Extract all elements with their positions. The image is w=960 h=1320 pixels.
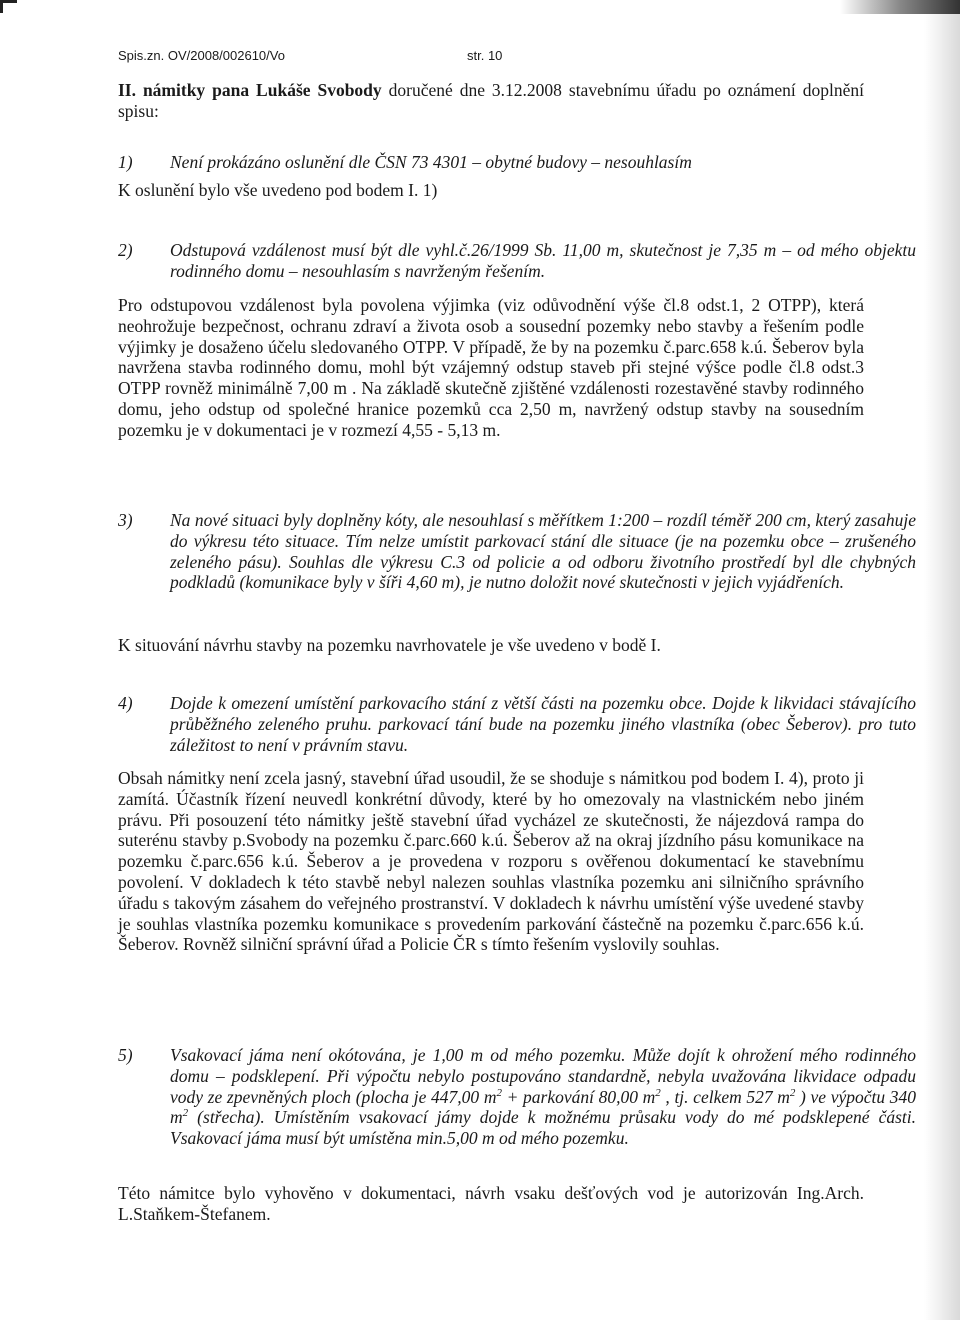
page-number: str. 10: [467, 48, 503, 63]
response-4: Obsah námitky není zcela jasný, stavební úřad usoudil, že se shoduje s námitkou pod bodem I. 4), proto ji zamítá. Účastník řízení neuvedl konkrétní důvody, které by ho omezovaly na vlastnickém nebo jiném právu. Při posouzení této námitky ještě stavební úřad vycházel ze skutečnosti, že nájezdová rampa do suterénu stavby p.Svobody na pozemku č.parc.660 k.ú. Šeberov až na okraj jízdního pásu komunikace na pozemku č.parc.656 k.ú. Šeberov a je provedena v rozporu s ověřenou dokumentací ke stavebnímu povolení. V dokladech k této stavbě nebyl nalezen souhlas vlastníka pozemku ani silničního správního úřadu s takovým zásahem do veřejného prostranství. V dokladech k návrhu umístění výše uvedené stavby je souhlas vlastníka pozemku komunikace s provedením parkování částečně na pozemku č.parc.656 k.ú. Šeberov. Rovněž silniční správní úřad a Policie ČR s tímto řešením vyslovily souhlas.: [118, 768, 864, 955]
section-title-bold: II. námitky pana Lukáše Svobody: [118, 80, 382, 100]
objection-4-text: Dojde k omezení umístění parkovacího stání z větší části na pozemku obce. Dojde k likvidaci stávajícího průběžného zeleného pruhu. parkovací tání bude na pozemku jiného vlastníka (obec Šeberov). pro tuto záležitost to není v právním stavu.: [170, 693, 916, 755]
section-title-rest: doručené dne 3.12.2008 stavebnímu úřadu po oznámení doplnění spisu:: [118, 80, 864, 121]
scan-edge-shadow: [924, 0, 960, 1320]
objection-5: [118, 1045, 916, 1149]
objection-3: [118, 510, 916, 593]
objection-4-number: 4): [118, 693, 133, 713]
objection-5-sup-1: 2: [496, 1086, 502, 1099]
objection-1-number: 1): [118, 152, 133, 172]
objection-4: [118, 693, 916, 755]
scan-edge-dark: [840, 0, 960, 14]
objection-5-part-b: + parkování 80,00 m: [501, 1086, 656, 1107]
section-title: [118, 80, 864, 122]
scan-corner-mark: [0, 0, 17, 13]
objection-5-part-a: Vsakovací jáma není okótována, je 1,00 m od mého pozemku. Může dojít k ohrožení mého rodinného domu – podsklepení. Při výpočtu nebylo postupováno standardně, nebyla uvažována likvidace odpadu vody ze zpevněných ploch (plocha je 447,00 m: [170, 1045, 916, 1107]
objection-1-text: Není prokázáno oslunění dle ČSN 73 4301 – obytné budovy – nesouhlasím: [170, 152, 692, 172]
objection-2-text: Odstupová vzdálenost musí být dle vyhl.č.26/1999 Sb. 11,00 m, skutečnost je 7,35 m – od mého objektu rodinného domu – nesouhlasím s navrženým řešením.: [170, 240, 916, 281]
response-2: Pro odstupovou vzdálenost byla povolena výjimka (viz odůvodnění výše čl.8 odst.1, 2 OTPP), která neohrožuje bezpečnost, ochranu zdraví a života osob a sousední pozemky nebo stavby a řešením podle výjimky je dosaženo účelu sledovaného OTPP. V případě, že by na pozemku č.parc.658 k.ú. Šeberov byla navržena stavba rodinného domu, mohl být vzájemný odstup staveb při stejné výšce podle čl.8 odst.3 OTPP rovněž minimálně 7,00 m . Na základě skutečně zjištěné vzdálenosti rozestavěné stavby rodinného domu, jeho odstup od společné hranice pozemků cca 2,50 m, navržený odstup stavby na sousedním pozemku je v dokumentaci je v rozmezí 4,55 - 5,13 m.: [118, 295, 864, 440]
objection-2-number: 2): [118, 240, 133, 260]
objection-5-sup-3: 2: [789, 1086, 796, 1099]
objection-1: [118, 152, 916, 173]
objection-3-text: Na nové situaci byly doplněny kóty, ale nesouhlasí s měřítkem 1:200 – rozdíl téměř 200 cm, který zasahuje do výkresu této situace. Tím nelze umístit parkovací stání dle situace (je na pozemku obce – zrušeného zeleného pásu). Souhlas dle výkresu C.3 od policie a od odboru životního prostředí byl dle chybných podkladů (komunikace byly v šíři 4,60 m), je nutno doložit nové skutečnosti v jejich vyjádřeních.: [170, 510, 916, 593]
objection-2: [118, 240, 916, 282]
objection-5-part-d: ) ve výpočtu 340 m: [170, 1086, 916, 1128]
objection-5-text: [170, 1045, 916, 1148]
objection-3-number: 3): [118, 510, 133, 530]
objection-5-sup-4: 2: [182, 1107, 189, 1120]
response-5: Této námitce bylo vyhověno v dokumentaci, návrh vsaku dešťových vod je autorizován Ing.Arch. L.Staňkem-Štefanem.: [118, 1183, 864, 1224]
response-3: K situování návrhu stavby na pozemku navrhovatele je vše uvedeno v bodě I.: [118, 635, 661, 655]
objection-5-number: 5): [118, 1045, 133, 1065]
objection-5-part-e: (střecha). Umístěním vsakovací jámy dojde k možnému průsaku vody do mé podsklepené části. Vsakovací jáma musí být umístěna min.5,00 m od mého pozemku.: [170, 1107, 916, 1149]
response-1: K oslunění bylo vše uvedeno pod bodem I. 1): [118, 180, 438, 200]
objection-5-part-c: , tj. celkem 527 m: [660, 1086, 790, 1107]
file-reference: Spis.zn. OV/2008/002610/Vo: [118, 48, 285, 63]
objection-5-sup-2: 2: [655, 1086, 661, 1099]
